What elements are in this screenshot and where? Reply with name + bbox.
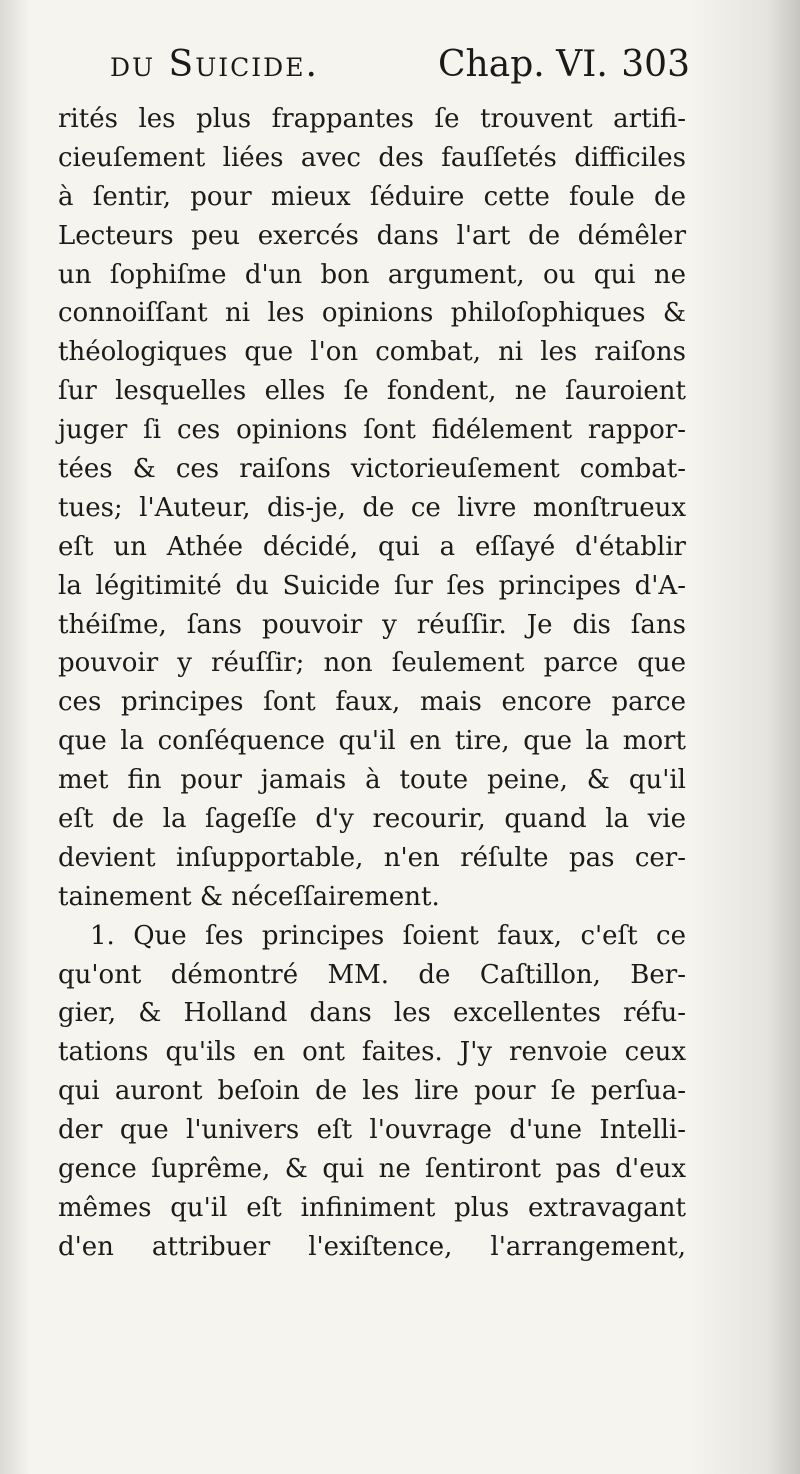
text-line: eſt un Athée décidé, qui a eſſayé d'établir <box>58 531 686 562</box>
text-line: der que l'univers eſt l'ouvrage d'une Intelli- <box>58 1115 686 1146</box>
text-line: pouvoir y réuſſir; non ſeulement parce que <box>58 648 686 679</box>
text-line: la légitimité du Suicide ſur ſes principes d'A- <box>58 570 686 601</box>
page-number: 303 <box>621 44 690 85</box>
text-line: théologiques que l'on combat, ni les raiſons <box>58 337 686 368</box>
text-line: gier, & Holland dans les excellentes réfu- <box>58 998 686 1029</box>
running-head-chapter: Chap. VI. <box>438 44 608 85</box>
text-line: eſt de la ſageſſe d'y recourir, quand la vie <box>58 804 686 835</box>
text-line: ſur lesquelles elles ſe fondent, ne ſauroient <box>58 376 686 407</box>
text-line: ces principes ſont faux, mais encore parce <box>58 687 686 718</box>
text-line: rités les plus frappantes ſe trouvent artifi- <box>58 104 686 134</box>
text-line: juger ſi ces opinions ſont fidélement rappor- <box>58 415 686 446</box>
text-line: un ſophiſme d'un bon argument, ou qui ne <box>58 259 686 290</box>
text-line: tations qu'ils en ont faites. J'y renvoie ceux <box>58 1037 686 1068</box>
text-line: qu'ont démontré MM. de Caſtillon, Ber- <box>58 959 686 990</box>
paragraph-start-line: 1. Que ſes principes ſoient faux, c'eſt ce <box>90 920 686 951</box>
text-line: Lecteurs peu exercés dans l'art de démêler <box>58 220 686 251</box>
text-line: mêmes qu'il eſt infiniment plus extravagant <box>58 1192 686 1223</box>
running-head-title: du Suicide. <box>110 44 319 85</box>
paragraph-end-line: tainement & néceſſairement. <box>58 881 440 912</box>
text-line: à ſentir, pour mieux ſéduire cette foule de <box>58 181 686 212</box>
text-line: cieuſement liées avec des fauſſetés difficiles <box>58 142 686 173</box>
text-line: gence ſuprême, & qui ne ſentiront pas d'eux <box>58 1154 686 1185</box>
body-text <box>58 100 686 1267</box>
text-line: met fin pour jamais à toute peine, & qu'il <box>58 765 686 796</box>
text-line: tues; l'Auteur, dis-je, de ce livre monſtrueux <box>58 492 686 523</box>
text-line: tées & ces raiſons victorieuſement combat- <box>58 454 686 485</box>
text-line: d'en attribuer l'exiſtence, l'arrangement, <box>58 1231 686 1262</box>
running-head <box>110 38 690 98</box>
page-edge-shadow <box>690 0 800 1474</box>
text-line: connoiſſant ni les opinions philoſophiques & <box>58 298 686 329</box>
page-gutter-shadow <box>0 0 30 1474</box>
text-line: théiſme, ſans pouvoir y réuſſir. Je dis ſans <box>58 609 686 640</box>
text-line: que la conſéquence qu'il en tire, que la mort <box>58 726 686 757</box>
text-line: qui auront beſoin de les lire pour ſe perſua- <box>58 1076 686 1107</box>
text-line: devient inſupportable, n'en réſulte pas cer- <box>58 842 686 873</box>
